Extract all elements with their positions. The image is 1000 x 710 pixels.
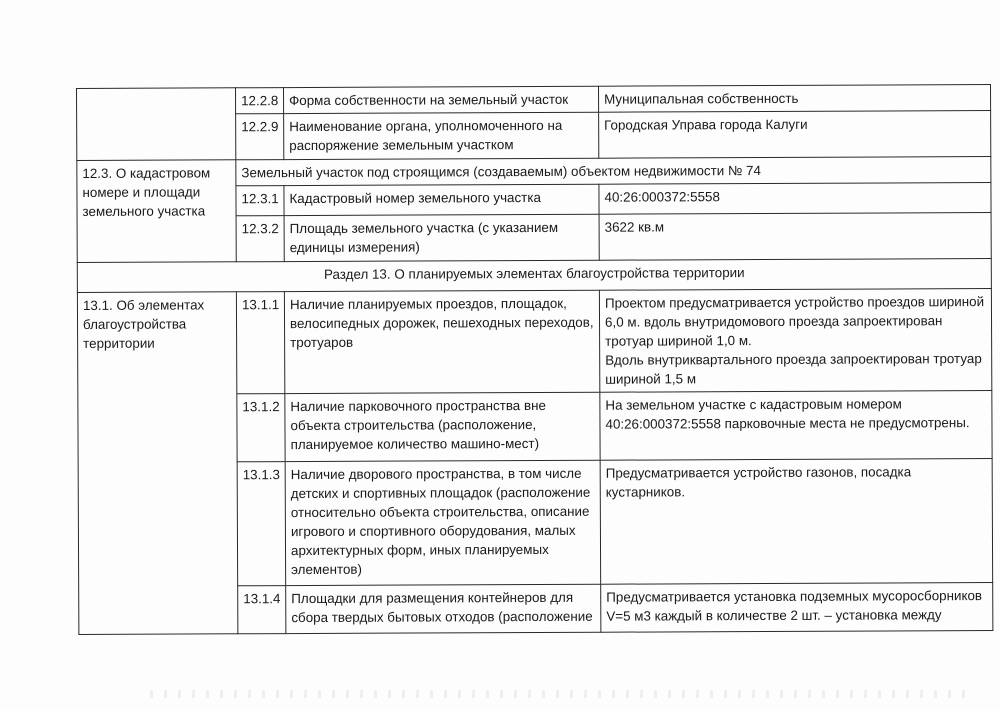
row-number: 12.3.1 <box>236 186 284 216</box>
row-value: 3622 кв.м <box>599 213 991 261</box>
row-label: Кадастровый номер земельного участка <box>284 184 599 215</box>
row-number: 13.1.3 <box>237 462 286 586</box>
table-row <box>77 85 991 115</box>
row-value: 40:26:000372:5558 <box>599 183 991 215</box>
row-label: Наличие дворового пространства, в том числе детских и спортивных площадок (расположение относительно объекта строительства, описание игрового и спортивного оборудования, малых архитектурных форм, иных планируемых элементов) <box>285 460 601 585</box>
row-number: 12.3.2 <box>236 216 284 262</box>
row-label: Форма собственности на земельный участок <box>284 86 599 113</box>
row-label: Наименование органа, уполномоченного на распоряжение земельным участком <box>284 112 599 159</box>
row-value: Предусматривается установка подземных мусоросборников V=5 м3 каждый в количестве 2 шт. – установка между <box>601 583 993 633</box>
row-value: Городская Управа города Калуги <box>599 111 991 159</box>
row-number: 12.2.9 <box>236 114 284 160</box>
row-label: Площадь земельного участка (с указанием единицы измерения) <box>284 214 599 261</box>
row-value: Муниципальная собственность <box>598 85 990 113</box>
table-row <box>77 259 991 293</box>
value-line: Проектом предусматривается устройство проездов шириной 6,0 м. вдоль внутридомового проезда запроектирован тротуар шириной 1,0 м. <box>604 294 985 349</box>
declaration-table <box>76 84 993 635</box>
row-label: Наличие парковочного пространства вне объекта строительства (расположение, планируемое количество машино-мест) <box>285 392 600 461</box>
row-number: 13.1.4 <box>238 586 286 634</box>
section-12-3-subheader: Земельный участок под строящимся (создаваемым) объектом недвижимости № 74 <box>236 157 991 186</box>
row-number: 12.2.8 <box>236 88 284 114</box>
section-13-header: Раздел 13. О планируемых элементах благоустройства территории <box>77 259 991 293</box>
section-13-1-title: 13.1. Об элементах благоустройства территории <box>77 292 237 635</box>
row-number: 13.1.2 <box>237 394 285 462</box>
row-label: Площадки для размещения контейнеров для сбора твердых бытовых отходов (расположение <box>286 584 601 633</box>
table-row <box>77 157 991 187</box>
row-value <box>599 289 991 393</box>
section-12-3-title: 12.3. О кадастровом номере и площади земельного участка <box>77 160 236 263</box>
row-value: Предусматривается устройство газонов, посадка кустарников. <box>600 459 993 585</box>
scan-noise <box>150 690 970 698</box>
empty-left-cell <box>77 88 236 161</box>
row-label: Наличие планируемых проездов, площадок, велосипедных дорожек, пешеходных переходов, тротуаров <box>284 290 599 393</box>
table-row <box>77 289 991 395</box>
row-value: На земельном участке с кадастровым номером 40:26:000372:5558 парковочные места не предусмотрены. <box>600 391 992 461</box>
row-number: 13.1.1 <box>236 292 284 394</box>
value-line: Вдоль внутриквартального проезда запроектирован тротуар шириной 1,5 м <box>605 351 982 387</box>
